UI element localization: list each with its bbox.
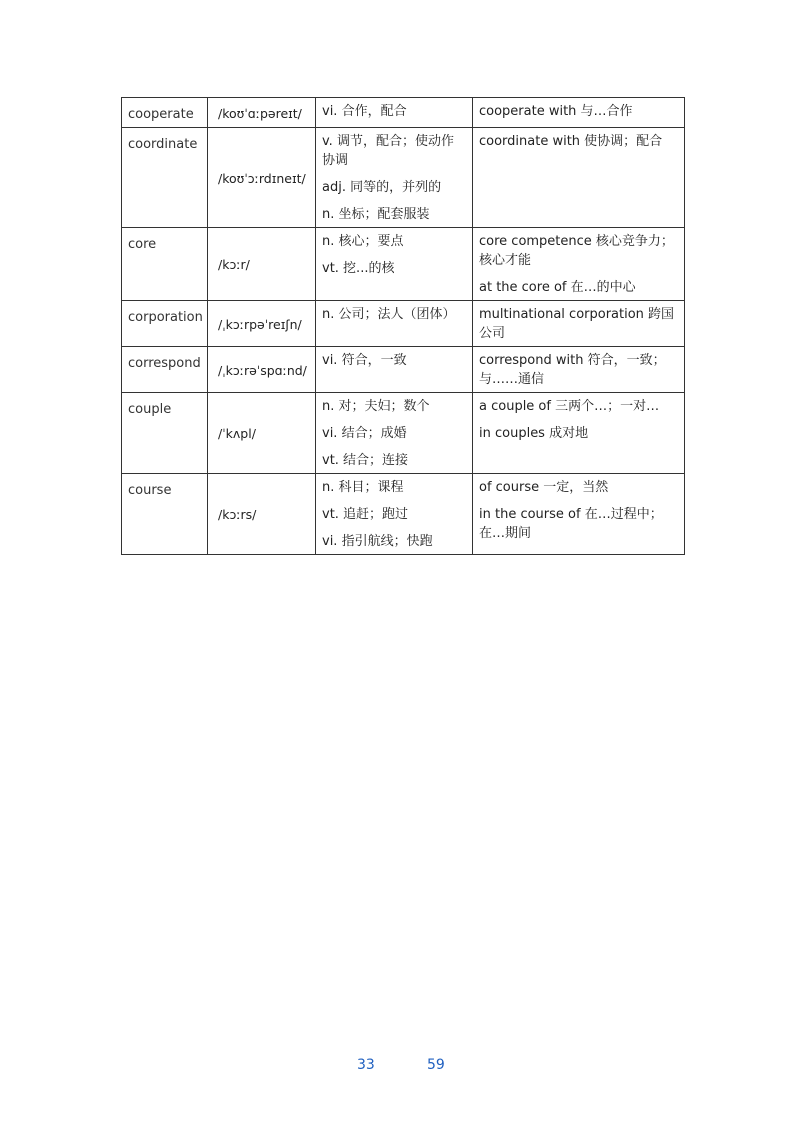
- phrases-cell: [473, 393, 685, 474]
- current-page-number: 33: [357, 1057, 375, 1073]
- phrase-line: cooperate with 与…合作: [479, 104, 633, 119]
- phrases-cell: [473, 128, 685, 228]
- phrases-cell: [473, 98, 685, 128]
- meaning-line: vi. 结合；成婚: [322, 426, 407, 441]
- word-cell: core: [122, 228, 208, 301]
- phrase-line: correspond with 符合，一致；与……通信: [479, 353, 666, 387]
- meanings-cell: [316, 98, 473, 128]
- phrase-line: coordinate with 使协调；配合: [479, 134, 663, 149]
- meaning-line: n. 对；夫妇；数个: [322, 399, 430, 414]
- phrase-line: in couples 成对地: [479, 426, 589, 441]
- phonetic-cell: /ˌkɔːrpəˈreɪʃn/: [208, 301, 316, 347]
- meanings-cell: [316, 347, 473, 393]
- word-cell: cooperate: [122, 98, 208, 128]
- meaning-line: v. 调节，配合；使动作协调: [322, 134, 454, 168]
- meaning-line: vi. 合作，配合: [322, 104, 407, 119]
- word-cell: couple: [122, 393, 208, 474]
- meaning-line: n. 坐标；配套服装: [322, 207, 430, 222]
- table-row: [122, 228, 685, 301]
- word-cell: correspond: [122, 347, 208, 393]
- meaning-line: n. 公司；法人（团体）: [322, 307, 456, 322]
- meanings-cell: [316, 228, 473, 301]
- table-row: [122, 347, 685, 393]
- phrase-line: at the core of 在…的中心: [479, 280, 636, 295]
- meaning-line: vt. 结合；连接: [322, 453, 409, 468]
- phrase-line: of course 一定，当然: [479, 480, 609, 495]
- word-cell: coordinate: [122, 128, 208, 228]
- word-cell: course: [122, 474, 208, 555]
- phrases-cell: [473, 474, 685, 555]
- meaning-line: n. 科目；课程: [322, 480, 404, 495]
- phrases-cell: [473, 347, 685, 393]
- table-row: [122, 128, 685, 228]
- phrase-line: in the course of 在…过程中；在…期间: [479, 507, 663, 541]
- table-row: [122, 301, 685, 347]
- meaning-line: vi. 指引航线；快跑: [322, 534, 433, 549]
- total-page-number: 59: [427, 1057, 445, 1073]
- phonetic-cell: /ˈkʌpl/: [208, 393, 316, 474]
- phonetic-cell: /koʊˈɔːrdɪneɪt/: [208, 128, 316, 228]
- meaning-line: n. 核心；要点: [322, 234, 404, 249]
- table-row: [122, 393, 685, 474]
- meanings-cell: [316, 128, 473, 228]
- meaning-line: vi. 符合，一致: [322, 353, 407, 368]
- word-cell: corporation: [122, 301, 208, 347]
- table-row: [122, 474, 685, 555]
- meanings-cell: [316, 301, 473, 347]
- table-row: [122, 98, 685, 128]
- vocabulary-table-body: [122, 98, 685, 555]
- phrase-line: core competence 核心竞争力；核心才能: [479, 234, 674, 268]
- phrases-cell: [473, 228, 685, 301]
- phonetic-cell: /kɔːr/: [208, 228, 316, 301]
- phrase-line: multinational corporation 跨国公司: [479, 307, 675, 341]
- vocabulary-table: [121, 97, 685, 555]
- phonetic-cell: /ˌkɔːrəˈspɑːnd/: [208, 347, 316, 393]
- meaning-line: vt. 追赶；跑过: [322, 507, 409, 522]
- meaning-line: vt. 挖...的核: [322, 261, 395, 276]
- meanings-cell: [316, 474, 473, 555]
- phonetic-cell: /koʊˈɑːpəreɪt/: [208, 98, 316, 128]
- meanings-cell: [316, 393, 473, 474]
- phrases-cell: [473, 301, 685, 347]
- phrase-line: a couple of 三两个…；一对…: [479, 399, 660, 414]
- phonetic-cell: /kɔːrs/: [208, 474, 316, 555]
- meaning-line: adj. 同等的，并列的: [322, 180, 442, 195]
